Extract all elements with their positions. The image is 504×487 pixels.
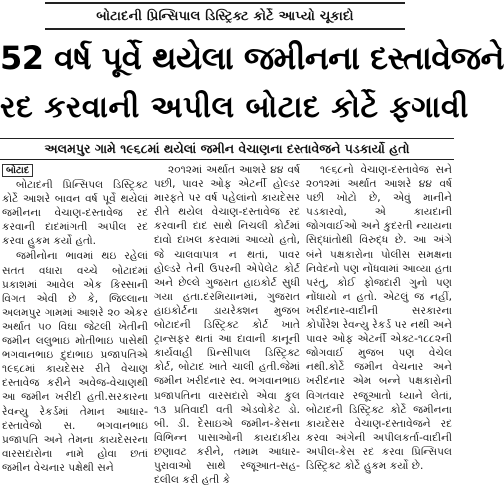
article-column-1 <box>2 163 148 474</box>
article-column-3 <box>306 163 452 472</box>
article-body <box>2 163 452 487</box>
headline-line-1: 52 વર્ષ પૂર્વે થયેલા જમીનના દસ્તાવેજને <box>0 39 504 77</box>
paragraph: ૨૦૧૨માં અર્થાત આશરે ૪૪ વર્ષ પછી, પાવર ઓફ એટર્ની હોલ્ડર મારફતે પર વર્ષ પહેલાંનો કાયદેસર રીતે થયેલ વેચાણ-દસ્તાવેજ રદ કરવાની દાદ સાથે નિચલી કોર્ટમાં દાવો દાખલ કરવામાં આવ્યો હતો, જે ચાલવાપાત્ર ન થતાં, પાવર હોલ્ડરે તેની ઉપરની એપેલેટ કોર્ટ અને છેલ્લે ગુજરાત હાઇકોર્ટ સુધી ગયા હતા.દરમિયાનમાં, ગુજરાત હાઇકોર્ટના ડાયરેક્શન મુજબ બોટાદની ડિસ્ટ્રિક્ટ કોર્ટ ખાતે ટ્રાન્સફર થતાં આ દાવાની કાનૂની કાર્યવાહી પ્રિન્સીપાલ ડિસ્ટ્રિક્ટ કોર્ટ, બોટાદ ખાતે ચાલી હતી.જેમાં જમીન ખરીદનાર સ્વ. ભગવાનભાઇ પ્રજાપતિના વારસદારો એવા કુલ ૧૩ પ્રતિવાદી વતી એડવોકેટ ડો. બી. ડી. દેસાઇએ જમીન-કેસના વિભિન્ન પાસાઓની કાયદાકીય છણાવટ કરીને, તમામ આધાર-પુરાવાઓ સાથે રજૂઆત-સહ-દલીલ કરી હતી કે <box>154 164 300 487</box>
dateline: બોટાદ <box>2 164 33 177</box>
paragraph: ૧૯૬૮નો વેચાણ-દસ્તાવેજ સને ૨૦૧૨માં અર્થાત આશરે ૪૪ વર્ષ પછી ખોટો છે, એવું માનીને પડકારવો, એ કાયદાની જોગવાઈઓ અને કુદરતી ન્યાયના સિદ્ધાંતોથી વિરુદ્ધ છે. આ અંગે બંને પક્ષકારોના પોલીસ સમક્ષના નિવેદનો પણ નોંધવામાં આવ્યા હતા પરંતુ, કોઈ ફોજદારી ગુનો પણ નોંધાયો ન હતો. એટલું જ નહીં, ખરીદનાર-વાદીની સરકારના કોર્પોરેશ રેવન્યુ રેકર્ડ પર નથી અને પાવર ઓફ એટર્ની એક્ટ-૧૮૮૨ની જોગવાઈ મુજબ પણ વેચેલ નથી.કોર્ટે જમીન વેચનાર અને ખરીદનાર એમ બન્ને પક્ષકારોની વિગતવાર રજૂઆતો ધ્યાને લેતાં, બોટાદની ડિસ્ટ્રિક્ટ કોર્ટે જમીનના કાયદેસર વેચાણ-દસ્તાવેજને રદ કરવા અંગેની અપીલકર્તા-વાદીની અપીલ-કેસ રદ કરવા પ્રિન્સિપલ ડિસ્ટ્રિક્ટ કોર્ટે હુકમ કર્યો છે. <box>306 164 452 472</box>
paragraph: બોટાદની પ્રિન્સિપલ ડિસ્ટ્રિક્ટ કોર્ટે આશરે બાવન વર્ષ પૂર્વે થયેલાં જમીનના વેચાણ-દસ્તાવેજ રદ કરવાની દાદમાંગતી અપીલ રદ કરવા હુકમ કર્યો હતો. <box>2 179 148 248</box>
article-column-2 <box>154 163 300 487</box>
headline-line-2: રદ કરવાની અપીલ બોટાદ કોર્ટે ફગાવી <box>0 90 469 125</box>
paragraph: જમીનોના ભાવમાં થઇ રહેલાં સતત વધારા વચ્ચે બોટાદમાં પ્રકાશમાં આવેલ એક કિસ્સાની વિગત એવી છે કે, જિલ્લાના અલમપુર ગામમાં આશરે ૨૦ એકર અર્થાત ૫૦ વિઘા જેટલી ખેતીની જમીન લલુભાઇ મોતીભાઇ પાસેથી ભગવાનભાઇ દુદાભાઇ પ્રજાપતિએ ૧૯૬૮માં કાયદેસર રીતે વેચાણ દસ્તાવેજ કરીને અવેજ-વેચાણથી આ જમીન ખરીદી હતી.સરકારના રેવન્યુ રેકર્ડમાં તેમાન આધાર-દસ્તાવેજો સ. ભગવાનભાઇ પ્રજાપતિ અને તેમના કાયદેસરના વારસદારોના નામે હોવા છતાં જમીન વેચનાર પક્ષેથી સને <box>2 250 148 474</box>
subheadline: અલમપુર ગામે ૧૯૬૮માં થયેલાં જમીન વેચાણના દસ્તાવેજને પડકાર્યો હતો <box>0 138 454 160</box>
kicker-line: બોટાદની પ્રિન્સિપાલ ડિસ્ટ્રિક્ટ કોર્ટે આપ્યો ચૂકાદો <box>45 2 405 30</box>
